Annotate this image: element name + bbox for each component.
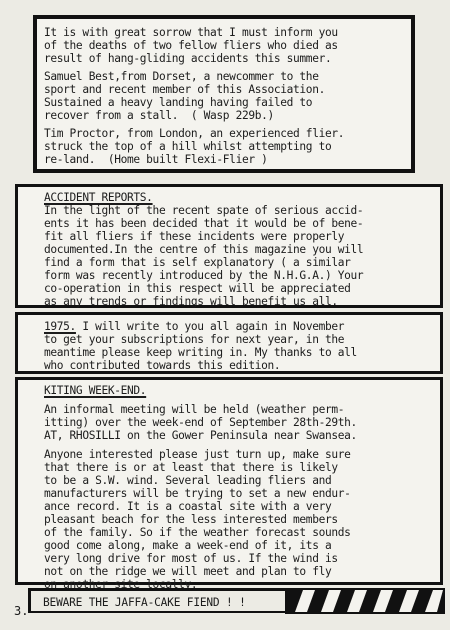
accident-reports-heading: ACCIDENT REPORTS.	[44, 191, 153, 204]
kiting-weekend-details: Anyone interested please just turn up, make sure that there is or at least that there is likely to be a S.W. wind. Several leading fliers and manufacturers will be trying to set a new endur- ance record. It is a coastal site with a very pleasant beach for the less interested members of the family. So if the weather forecast sounds good come along, make a week-end of it, its a very long drive for most of us. If the wind is not on the ridge we will meet and plan to fly on another site locally.	[44, 448, 351, 591]
subscriptions-section	[15, 312, 443, 374]
accident-reports-section	[15, 184, 443, 308]
subscriptions-heading: 1975.	[44, 320, 76, 333]
hazard-stripe-band	[285, 588, 445, 614]
subscriptions-body-first-line: I will write to you all again in November	[75, 320, 345, 333]
footer-bottom-rule	[28, 611, 286, 613]
kiting-weekend-heading: KITING WEEK-END.	[44, 384, 147, 397]
page-number: 3.	[14, 604, 29, 618]
accident-reports-body: In the light of the recent spate of serious accid- ents it has been decided that it would be of bene- fit all fliers if these incidents were properly documented.In the centre of this magazine you will find a form that is self explanatory ( a similar form was recently introduced by the N.H.G.A.) Your co-operation in this respect will be appreciated as any trends or findings will benefit us all.	[44, 204, 364, 308]
obituary-samuel-best: Samuel Best,from Dorset, a newcommer to the sport and recent member of this Association. Sustained a heavy landing having failed to recover from a stall. ( Wasp 229b.)	[44, 70, 325, 122]
subscriptions-body: to get your subscriptions for next year, in the meantime please keep writing in. My thanks to all who contributed towards this edition.	[44, 333, 357, 372]
obituary-tim-proctor: Tim Proctor, from London, an experienced flier. struck the top of a hill whilst attempting to re-land. (Home built Flexi-Flier )	[44, 127, 345, 166]
kiting-weekend-announcement: An informal meeting will be held (weather perm- itting) over the week-end of September 28th-29th. AT, RHOSILLI on the Gower Peninsula near Swansea.	[44, 403, 357, 442]
kiting-weekend-section	[15, 377, 443, 591]
footer-slogan: BEWARE THE JAFFA-CAKE FIEND ! !	[43, 596, 246, 609]
footer-rule	[28, 588, 286, 591]
obituary-paragraph: It is with great sorrow that I must inform you of the deaths of two fellow fliers who died as result of hang-gliding accidents this summer.	[44, 26, 338, 65]
obituary-notice-box	[33, 15, 415, 173]
